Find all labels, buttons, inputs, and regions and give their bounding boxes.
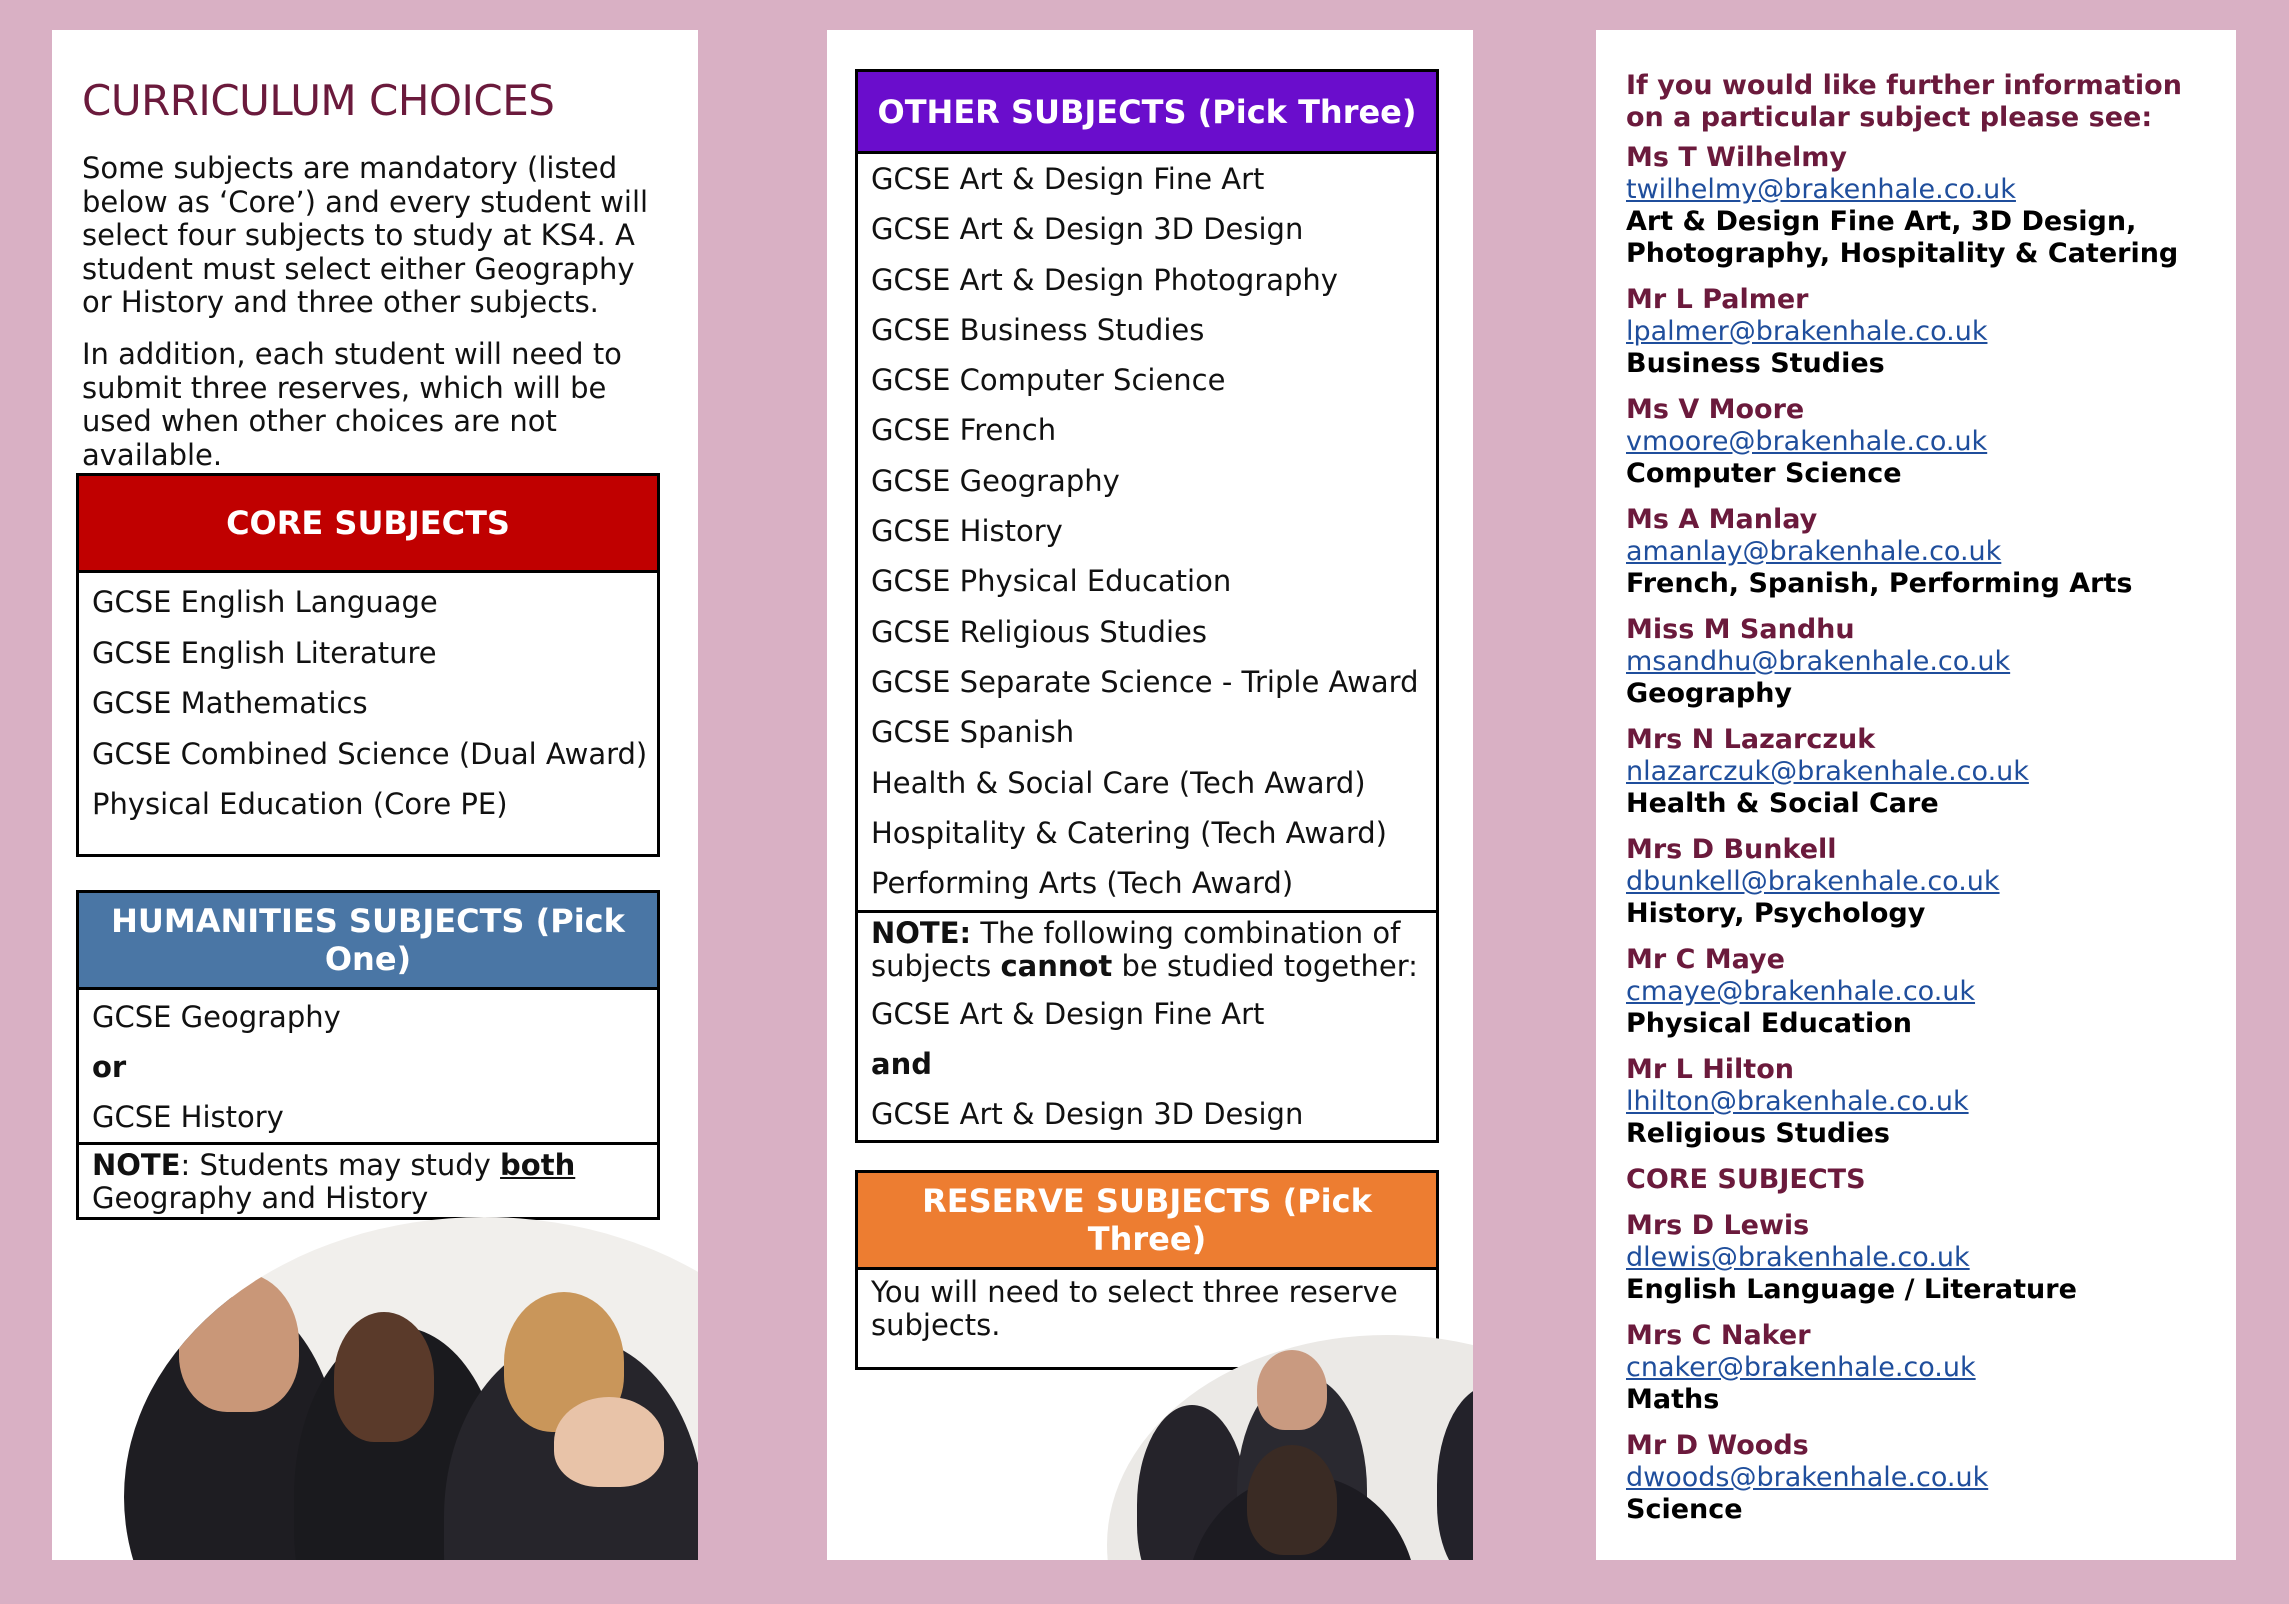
contact-subjects: History, Psychology	[1626, 898, 1926, 929]
contact-subjects: Geography	[1626, 678, 1793, 709]
contact-name: Ms A Manlay	[1626, 504, 1818, 535]
humanities-subjects-box	[76, 890, 660, 1220]
contact-subjects: French, Spanish, Performing Arts	[1626, 568, 2133, 599]
list-item: GCSE Mathematics	[92, 686, 368, 720]
list-item: Physical Education (Core PE)	[92, 787, 508, 821]
note-text: The following combination of subjects	[871, 916, 1401, 984]
list-item: GCSE Business Studies	[871, 312, 1205, 347]
contact-email-link[interactable]: dwoods@brakenhale.co.uk	[1626, 1462, 1989, 1493]
contact-email-link[interactable]: vmoore@brakenhale.co.uk	[1626, 426, 1988, 457]
panel-subject-options	[827, 30, 1473, 1560]
contact-name: Ms V Moore	[1626, 394, 1805, 425]
other-subjects-box	[855, 69, 1439, 1143]
panel-contacts	[1596, 30, 2236, 1560]
list-item: GCSE Separate Science - Triple Award	[871, 664, 1419, 699]
contact-name: Mrs D Lewis	[1626, 1210, 1810, 1241]
list-item: GCSE Art & Design 3D Design	[871, 212, 1304, 247]
panel-curriculum-choices	[52, 30, 698, 1560]
list-item: GCSE French	[871, 413, 1057, 448]
core-subjects-box	[76, 473, 660, 857]
list-item: GCSE Geography	[92, 1000, 341, 1034]
list-item: GCSE Physical Education	[871, 564, 1232, 599]
list-item: GCSE History	[92, 1100, 284, 1134]
list-item: GCSE Religious Studies	[871, 614, 1207, 649]
contact-entry	[1626, 834, 2226, 930]
contact-email-link[interactable]: dbunkell@brakenhale.co.uk	[1626, 866, 2000, 897]
note-label: NOTE:	[871, 916, 972, 951]
contact-subjects: Computer Science	[1626, 458, 1902, 489]
contact-name: Mr L Palmer	[1626, 284, 1809, 315]
contact-name: Mr D Woods	[1626, 1430, 1809, 1461]
contact-entry	[1626, 1054, 2226, 1150]
note-text: : Students may study	[180, 1148, 501, 1182]
note-emphasis: both	[500, 1148, 576, 1182]
core-subjects-header: CORE SUBJECTS	[79, 476, 657, 573]
contact-name: Mrs N Lazarczuk	[1626, 724, 1876, 755]
list-item: Performing Arts (Tech Award)	[871, 866, 1294, 901]
list-item: GCSE Art & Design Photography	[871, 262, 1338, 297]
contact-entry	[1626, 944, 2226, 1040]
list-item: Hospitality & Catering (Tech Award)	[871, 815, 1387, 850]
core-subjects-list	[79, 573, 657, 830]
note-emphasis: cannot	[1000, 949, 1113, 984]
contacts-heading: If you would like further information on a particular subject please see:	[1626, 70, 2182, 133]
contact-entry	[1626, 614, 2226, 710]
list-item: GCSE History	[871, 514, 1063, 549]
reserve-subjects-header: RESERVE SUBJECTS (Pick Three)	[858, 1173, 1436, 1270]
intro-paragraph: Some subjects are mandatory (listed below as ‘Core’) and every student will select four subjects to study at KS4. A student must select either Geography or History and three other subjects.	[82, 151, 649, 319]
contact-subjects: Religious Studies	[1626, 1118, 1890, 1149]
other-subjects-list	[858, 154, 1436, 910]
contact-name: Miss M Sandhu	[1626, 614, 1855, 645]
reserves-paragraph: In addition, each student will need to submit three reserves, which will be used when other choices are not available.	[82, 337, 622, 472]
humanities-subjects-header: HUMANITIES SUBJECTS (Pick One)	[79, 893, 657, 990]
contact-subjects: English Language / Literature	[1626, 1274, 2077, 1305]
list-item: GCSE Spanish	[871, 715, 1075, 750]
list-item: GCSE Geography	[871, 463, 1120, 498]
list-item: GCSE English Language	[92, 585, 438, 619]
core-contacts-label: CORE SUBJECTS	[1626, 1164, 1866, 1195]
note-label: NOTE	[92, 1148, 181, 1182]
list-item: GCSE Combined Science (Dual Award)	[92, 736, 648, 771]
reserve-subjects-text: You will need to select three reserve subjects.	[871, 1275, 1398, 1342]
page-title: CURRICULUM CHOICES	[82, 76, 555, 125]
contact-entry	[1626, 394, 2226, 490]
contact-subjects: Art & Design Fine Art, 3D Design, Photography, Hospitality & Catering	[1626, 206, 2179, 269]
contact-entry	[1626, 1210, 2226, 1306]
list-item: GCSE Art & Design Fine Art	[871, 162, 1265, 196]
list-item: GCSE English Literature	[92, 635, 437, 670]
other-subjects-note	[858, 910, 1436, 983]
contact-email-link[interactable]: lpalmer@brakenhale.co.uk	[1626, 316, 1988, 347]
list-item: or	[92, 1050, 127, 1084]
other-subjects-header: OTHER SUBJECTS (Pick Three)	[858, 72, 1436, 154]
contact-subjects: Business Studies	[1626, 348, 1885, 379]
list-item: Health & Social Care (Tech Award)	[871, 765, 1366, 800]
contact-entry	[1626, 1430, 2226, 1526]
contact-entry	[1626, 284, 2226, 380]
humanities-subjects-list	[79, 990, 657, 1142]
contact-entry	[1626, 1320, 2226, 1416]
list-item: GCSE Computer Science	[871, 363, 1226, 398]
contact-subjects: Physical Education	[1626, 1008, 1912, 1039]
classroom-photo	[124, 1217, 698, 1560]
contact-email-link[interactable]: twilhelmy@brakenhale.co.uk	[1626, 174, 2016, 205]
contact-email-link[interactable]: amanlay@brakenhale.co.uk	[1626, 536, 2002, 567]
humanities-note	[79, 1142, 657, 1221]
contact-name: Mrs D Bunkell	[1626, 834, 1837, 865]
contact-email-link[interactable]: cnaker@brakenhale.co.uk	[1626, 1352, 1976, 1383]
contact-email-link[interactable]: lhilton@brakenhale.co.uk	[1626, 1086, 1969, 1117]
contact-email-link[interactable]: nlazarczuk@brakenhale.co.uk	[1626, 756, 2029, 787]
contact-email-link[interactable]: cmaye@brakenhale.co.uk	[1626, 976, 1976, 1007]
list-item: GCSE Art & Design Fine Art	[871, 997, 1265, 1032]
contact-entry	[1626, 142, 2226, 270]
contact-name: Mr C Maye	[1626, 944, 1785, 975]
list-item: and	[871, 1047, 932, 1082]
contact-name: Ms T Wilhelmy	[1626, 142, 1847, 173]
contacts-list	[1626, 142, 2226, 1540]
note-text-end: Geography and History	[92, 1181, 429, 1215]
list-item: GCSE Art & Design 3D Design	[871, 1097, 1304, 1132]
contact-entry	[1626, 504, 2226, 600]
contact-email-link[interactable]: msandhu@brakenhale.co.uk	[1626, 646, 2011, 677]
contact-subjects: Health & Social Care	[1626, 788, 1939, 819]
note-text-end: be studied together:	[1112, 949, 1418, 984]
contact-name: Mrs C Naker	[1626, 1320, 1811, 1351]
restricted-combination-list	[858, 983, 1436, 1139]
contact-subjects: Science	[1626, 1494, 1743, 1525]
contact-entry	[1626, 724, 2226, 820]
contact-name: Mr L Hilton	[1626, 1054, 1794, 1085]
contact-subjects: Maths	[1626, 1384, 1720, 1415]
contact-email-link[interactable]: dlewis@brakenhale.co.uk	[1626, 1242, 1970, 1273]
